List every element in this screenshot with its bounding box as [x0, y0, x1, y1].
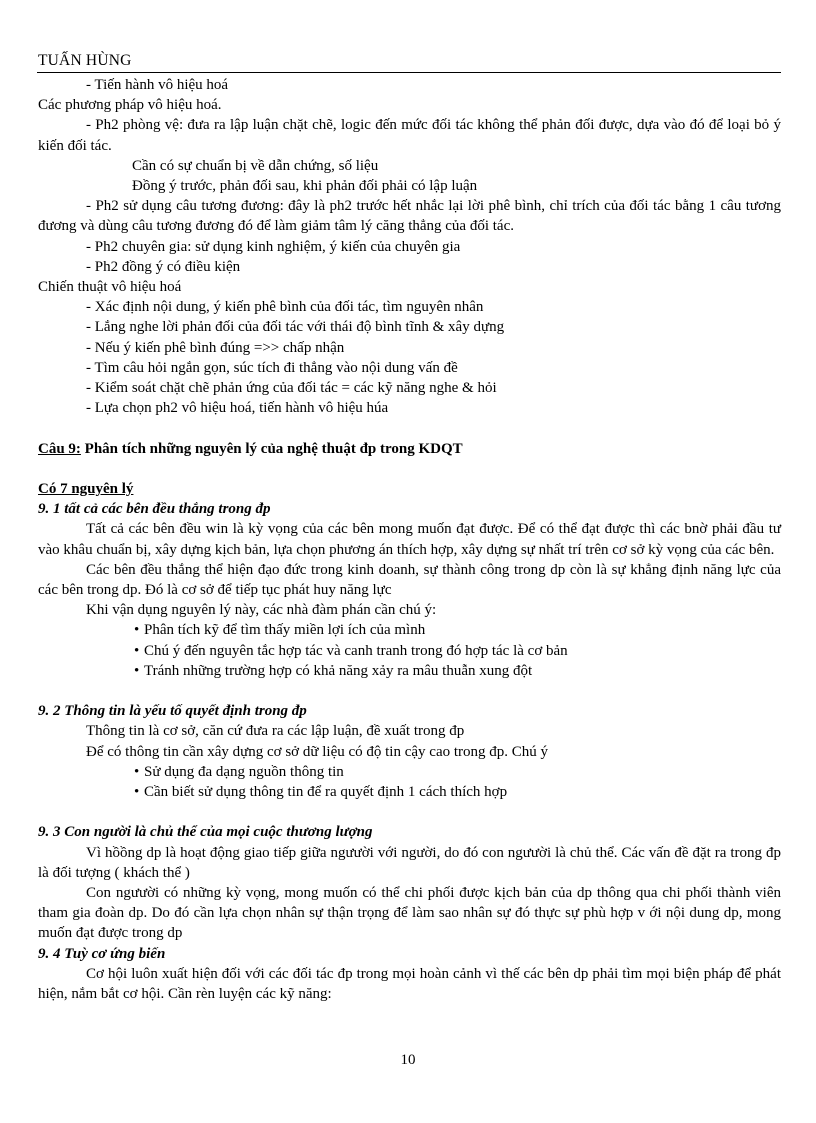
- text-line: Khi vận dụng nguyên lý này, các nhà đàm phán cần chú ý:: [86, 602, 437, 619]
- page-number: 10: [400, 1052, 416, 1068]
- section-heading: 9. 2 Thông tin là yếu tố quyết định trong đp: [38, 703, 307, 720]
- bullet-icon: •: [134, 784, 140, 801]
- bullet-icon: •: [134, 763, 140, 780]
- bullet-icon: •: [134, 662, 140, 679]
- header-rule: [37, 72, 781, 73]
- bullet-item: • Chú ý đến nguyên tắc hợp tác và canh tranh trong đó hợp tác là cơ bản: [38, 641, 781, 661]
- bullet-item: • Phân tích kỹ để tìm thấy miền lợi ích của mình: [38, 620, 781, 640]
- text-paragraph: - Ph2 phòng vệ: đưa ra lập luận chặt chẽ, logic đến mức đối tác không thể phản đối được, dựa vào đó để loại bỏ ý kiến đối tác.: [38, 117, 781, 154]
- text-line: - Ph2 đồng ý có điều kiện: [86, 258, 241, 275]
- bullet-item: • Tránh những trường hợp có khả năng xảy ra mâu thuẫn xung đột: [38, 661, 781, 681]
- text-line: Cần có sự chuẩn bị về dẫn chứng, số liệu: [132, 157, 379, 174]
- text-paragraph: - Ph2 sử dụng câu tương đương: đây là ph2 trước hết nhắc lại lời phê bình, chỉ trích của đối tác bằng 1 câu tương đương và dùng câu tương đương đó để làm giảm tâm lý căng thẳng của đối tác.: [38, 198, 781, 235]
- text-paragraph: Các bên đều thắng thể hiện đạo đức trong kinh doanh, sự thành công trong dp còn là sự khẳng định năng lực của các bên trong dp. Đó là cơ sở để tiếp tục phát huy năng lực: [38, 561, 781, 599]
- bullet-icon: •: [134, 642, 140, 659]
- text-line: - Lắng nghe lời phản đối của đối tác với thái độ bình tĩnh & xây dựng: [86, 319, 505, 336]
- section-heading: 9. 4 Tuỳ cơ ứng biến: [38, 945, 166, 962]
- text-paragraph: Con ngưười có những kỳ vọng, mong muốn có thể chi phối được kịch bản của dp thông qua chi phối thành viên tham gia đoàn dp. Do đó cần lựa chọn nhân sự thận trọng để làm sao nhân sự đó thực sự phù hợp v ới nội dung dp, mong muốn đạt được trong dp: [38, 885, 781, 942]
- text-line: Để có thông tin cần xây dựng cơ sở dữ liệu có độ tin cậy cao trong đp. Chú ý: [86, 743, 549, 760]
- question-title: Phân tích những nguyên lý của nghệ thuật đp trong KDQT: [80, 440, 463, 457]
- bullet-item: • Cần biết sử dụng thông tin để ra quyết định 1 cách thích hợp: [38, 782, 781, 802]
- text-paragraph: Vì hồồng dp là hoạt động giao tiếp giữa ngưười với người, do đó con ngưười là chủ thể. Các vấn đề đặt ra trong đp là đối tượng ( khách thể ): [38, 844, 781, 881]
- text-paragraph: Tất cả các bên đều win là kỳ vọng của các bên mong muốn đạt được. Để có thể đạt được thì các bnờ phải đầu tư vào khâu chuẩn bị, xây dựng kịch bản, lựa chọn phương án thích hợp, xây dựng sự nhất trí trên cơ sở kỳ vọng của các bên.: [38, 521, 781, 558]
- section-heading: 9. 3 Con người là chủ thể của mọi cuộc thương lượng: [38, 824, 373, 841]
- text-line: - Ph2 chuyên gia: sử dụng kinh nghiệm, ý kiến của chuyên gia: [86, 238, 461, 255]
- intro-heading: Có 7 nguyên lý: [38, 481, 134, 498]
- text-line: - Xác định nội dung, ý kiến phê bình của đối tác, tìm nguyên nhân: [86, 299, 484, 316]
- text-line: - Nếu ý kiến phê bình đúng =>> chấp nhận: [86, 339, 345, 356]
- bullet-item: • Sử dụng đa dạng nguồn thông tin: [38, 762, 781, 782]
- text-line: Đồng ý trước, phản đối sau, khi phản đối phải có lập luận: [132, 178, 478, 195]
- question-label: Câu 9:: [38, 440, 81, 457]
- section-heading: 9. 1 tất cả các bên đều thắng trong đp: [38, 501, 271, 518]
- question-heading: [38, 439, 781, 459]
- text-line: Thông tin là cơ sở, căn cứ đưa ra các lập luận, đề xuất trong đp: [86, 723, 465, 740]
- text-line: - Tiến hành vô hiệu hoá: [86, 77, 229, 93]
- bullet-icon: •: [134, 622, 140, 639]
- text-paragraph: Cơ hội luôn xuất hiện đối với các đối tác đp trong mọi hoàn cảnh vì thế các bên dp phải tìm mọi biện pháp để phát hiện, nắm bắt cơ hội. Cần rèn luyện các kỹ năng:: [38, 965, 781, 1003]
- text-line: - Kiểm soát chặt chẽ phản ứng của đối tác = các kỹ năng nghe & hỏi: [86, 380, 497, 397]
- page-header-author: TUẤN HÙNG: [38, 52, 132, 69]
- text-line: Các phương pháp vô hiệu hoá.: [38, 97, 222, 114]
- text-line: - Tìm câu hỏi ngắn gọn, súc tích đi thẳng vào nội dung vấn đề: [86, 359, 458, 376]
- document-body: [38, 75, 781, 1004]
- text-line: - Lựa chọn ph2 vô hiệu hoá, tiến hành vô hiệu húa: [86, 400, 389, 417]
- text-line: Chiến thuật vô hiệu hoá: [38, 279, 182, 296]
